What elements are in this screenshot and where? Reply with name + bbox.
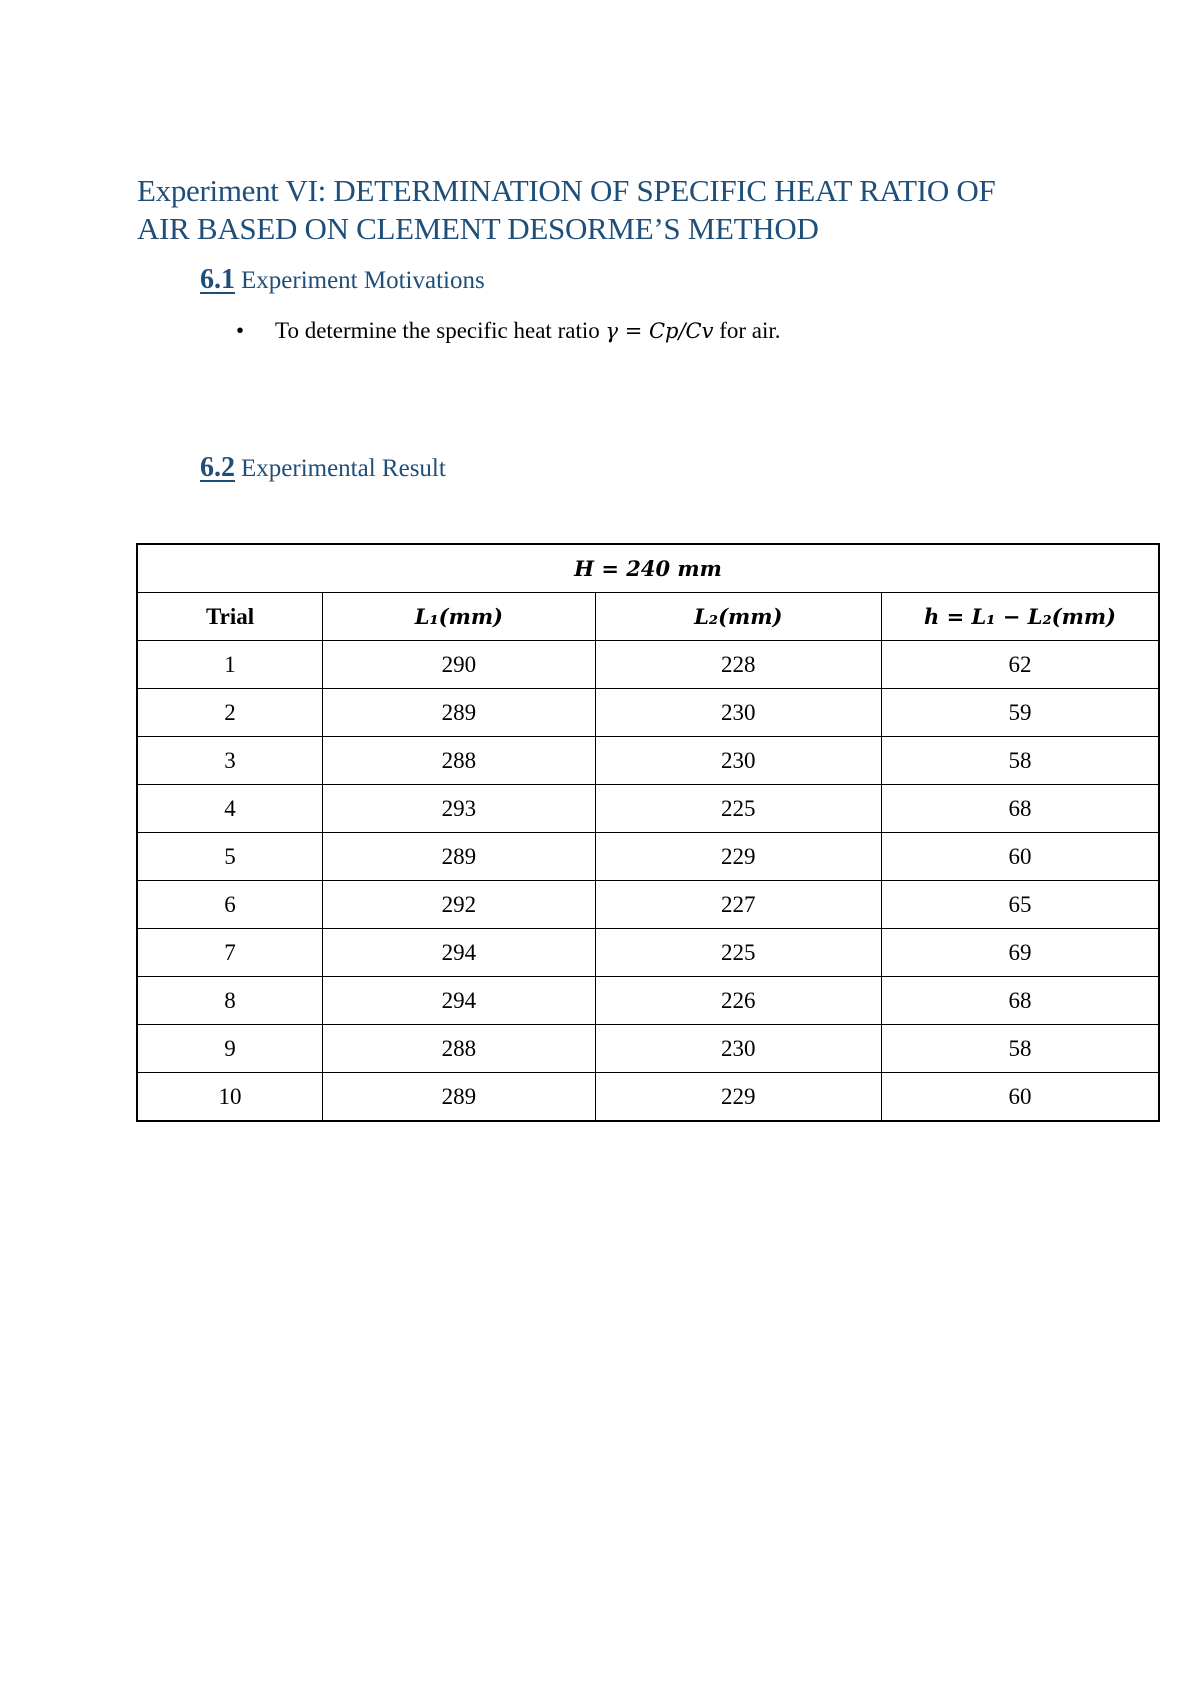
cell-l1: 288 <box>323 1025 595 1073</box>
table-row <box>137 785 1159 833</box>
table-row <box>137 977 1159 1025</box>
cell-l1: 290 <box>323 641 595 689</box>
cell-l1: 294 <box>323 977 595 1025</box>
cell-l1: 293 <box>323 785 595 833</box>
column-header-h: h = L₁ − L₂(mm) <box>882 593 1159 641</box>
cell-l1: 289 <box>323 689 595 737</box>
cell-l1: 294 <box>323 929 595 977</box>
cell-l1: 292 <box>323 881 595 929</box>
cell-h: 69 <box>882 929 1159 977</box>
cell-l1: 289 <box>323 1073 595 1122</box>
table-caption: H = 240 mm <box>137 544 1159 593</box>
cell-l1: 289 <box>323 833 595 881</box>
cell-trial: 5 <box>137 833 323 881</box>
cell-l1: 288 <box>323 737 595 785</box>
cell-l2: 226 <box>595 977 881 1025</box>
cell-l2: 229 <box>595 833 881 881</box>
table-row <box>137 689 1159 737</box>
title-line-2: AIR BASED ON CLEMENT DESORME’S METHOD <box>137 211 819 246</box>
cell-l2: 228 <box>595 641 881 689</box>
section-heading-motivations <box>200 264 485 296</box>
cell-trial: 8 <box>137 977 323 1025</box>
cell-l2: 230 <box>595 1025 881 1073</box>
bullet-formula: γ = Cp/Cv <box>605 319 714 343</box>
bullet-icon: • <box>236 318 245 343</box>
cell-trial: 6 <box>137 881 323 929</box>
bullet-text-suffix: for air. <box>713 318 781 343</box>
cell-trial: 7 <box>137 929 323 977</box>
column-header-trial: Trial <box>137 593 323 641</box>
cell-l2: 229 <box>595 1073 881 1122</box>
cell-trial: 9 <box>137 1025 323 1073</box>
cell-trial: 2 <box>137 689 323 737</box>
table-caption-row <box>137 544 1159 593</box>
cell-h: 60 <box>882 1073 1159 1122</box>
cell-l2: 225 <box>595 929 881 977</box>
cell-l2: 230 <box>595 737 881 785</box>
cell-l2: 225 <box>595 785 881 833</box>
section-label: Experiment Motivations <box>241 267 485 294</box>
cell-trial: 3 <box>137 737 323 785</box>
document-title <box>137 172 1097 248</box>
section-label: Experimental Result <box>241 455 446 482</box>
cell-h: 65 <box>882 881 1159 929</box>
column-header-l2: L₂(mm) <box>595 593 881 641</box>
cell-h: 59 <box>882 689 1159 737</box>
bullet-item <box>236 318 781 344</box>
table-row <box>137 1073 1159 1122</box>
cell-h: 68 <box>882 785 1159 833</box>
cell-h: 68 <box>882 977 1159 1025</box>
cell-h: 58 <box>882 737 1159 785</box>
table-row <box>137 881 1159 929</box>
cell-trial: 10 <box>137 1073 323 1122</box>
cell-h: 58 <box>882 1025 1159 1073</box>
cell-l2: 227 <box>595 881 881 929</box>
bullet-text-prefix: To determine the specific heat ratio <box>275 318 606 343</box>
table-row <box>137 833 1159 881</box>
table-row <box>137 737 1159 785</box>
title-line-1: Experiment VI: DETERMINATION OF SPECIFIC HEAT RATIO OF <box>137 173 996 208</box>
section-number: 6.1 <box>200 264 235 295</box>
section-heading-results <box>200 452 446 484</box>
table-header-row <box>137 593 1159 641</box>
cell-h: 62 <box>882 641 1159 689</box>
table-row <box>137 641 1159 689</box>
table-row <box>137 929 1159 977</box>
cell-h: 60 <box>882 833 1159 881</box>
cell-trial: 1 <box>137 641 323 689</box>
cell-l2: 230 <box>595 689 881 737</box>
results-table <box>136 543 1160 1122</box>
section-number: 6.2 <box>200 452 235 483</box>
table-row <box>137 1025 1159 1073</box>
cell-trial: 4 <box>137 785 323 833</box>
column-header-l1: L₁(mm) <box>323 593 595 641</box>
